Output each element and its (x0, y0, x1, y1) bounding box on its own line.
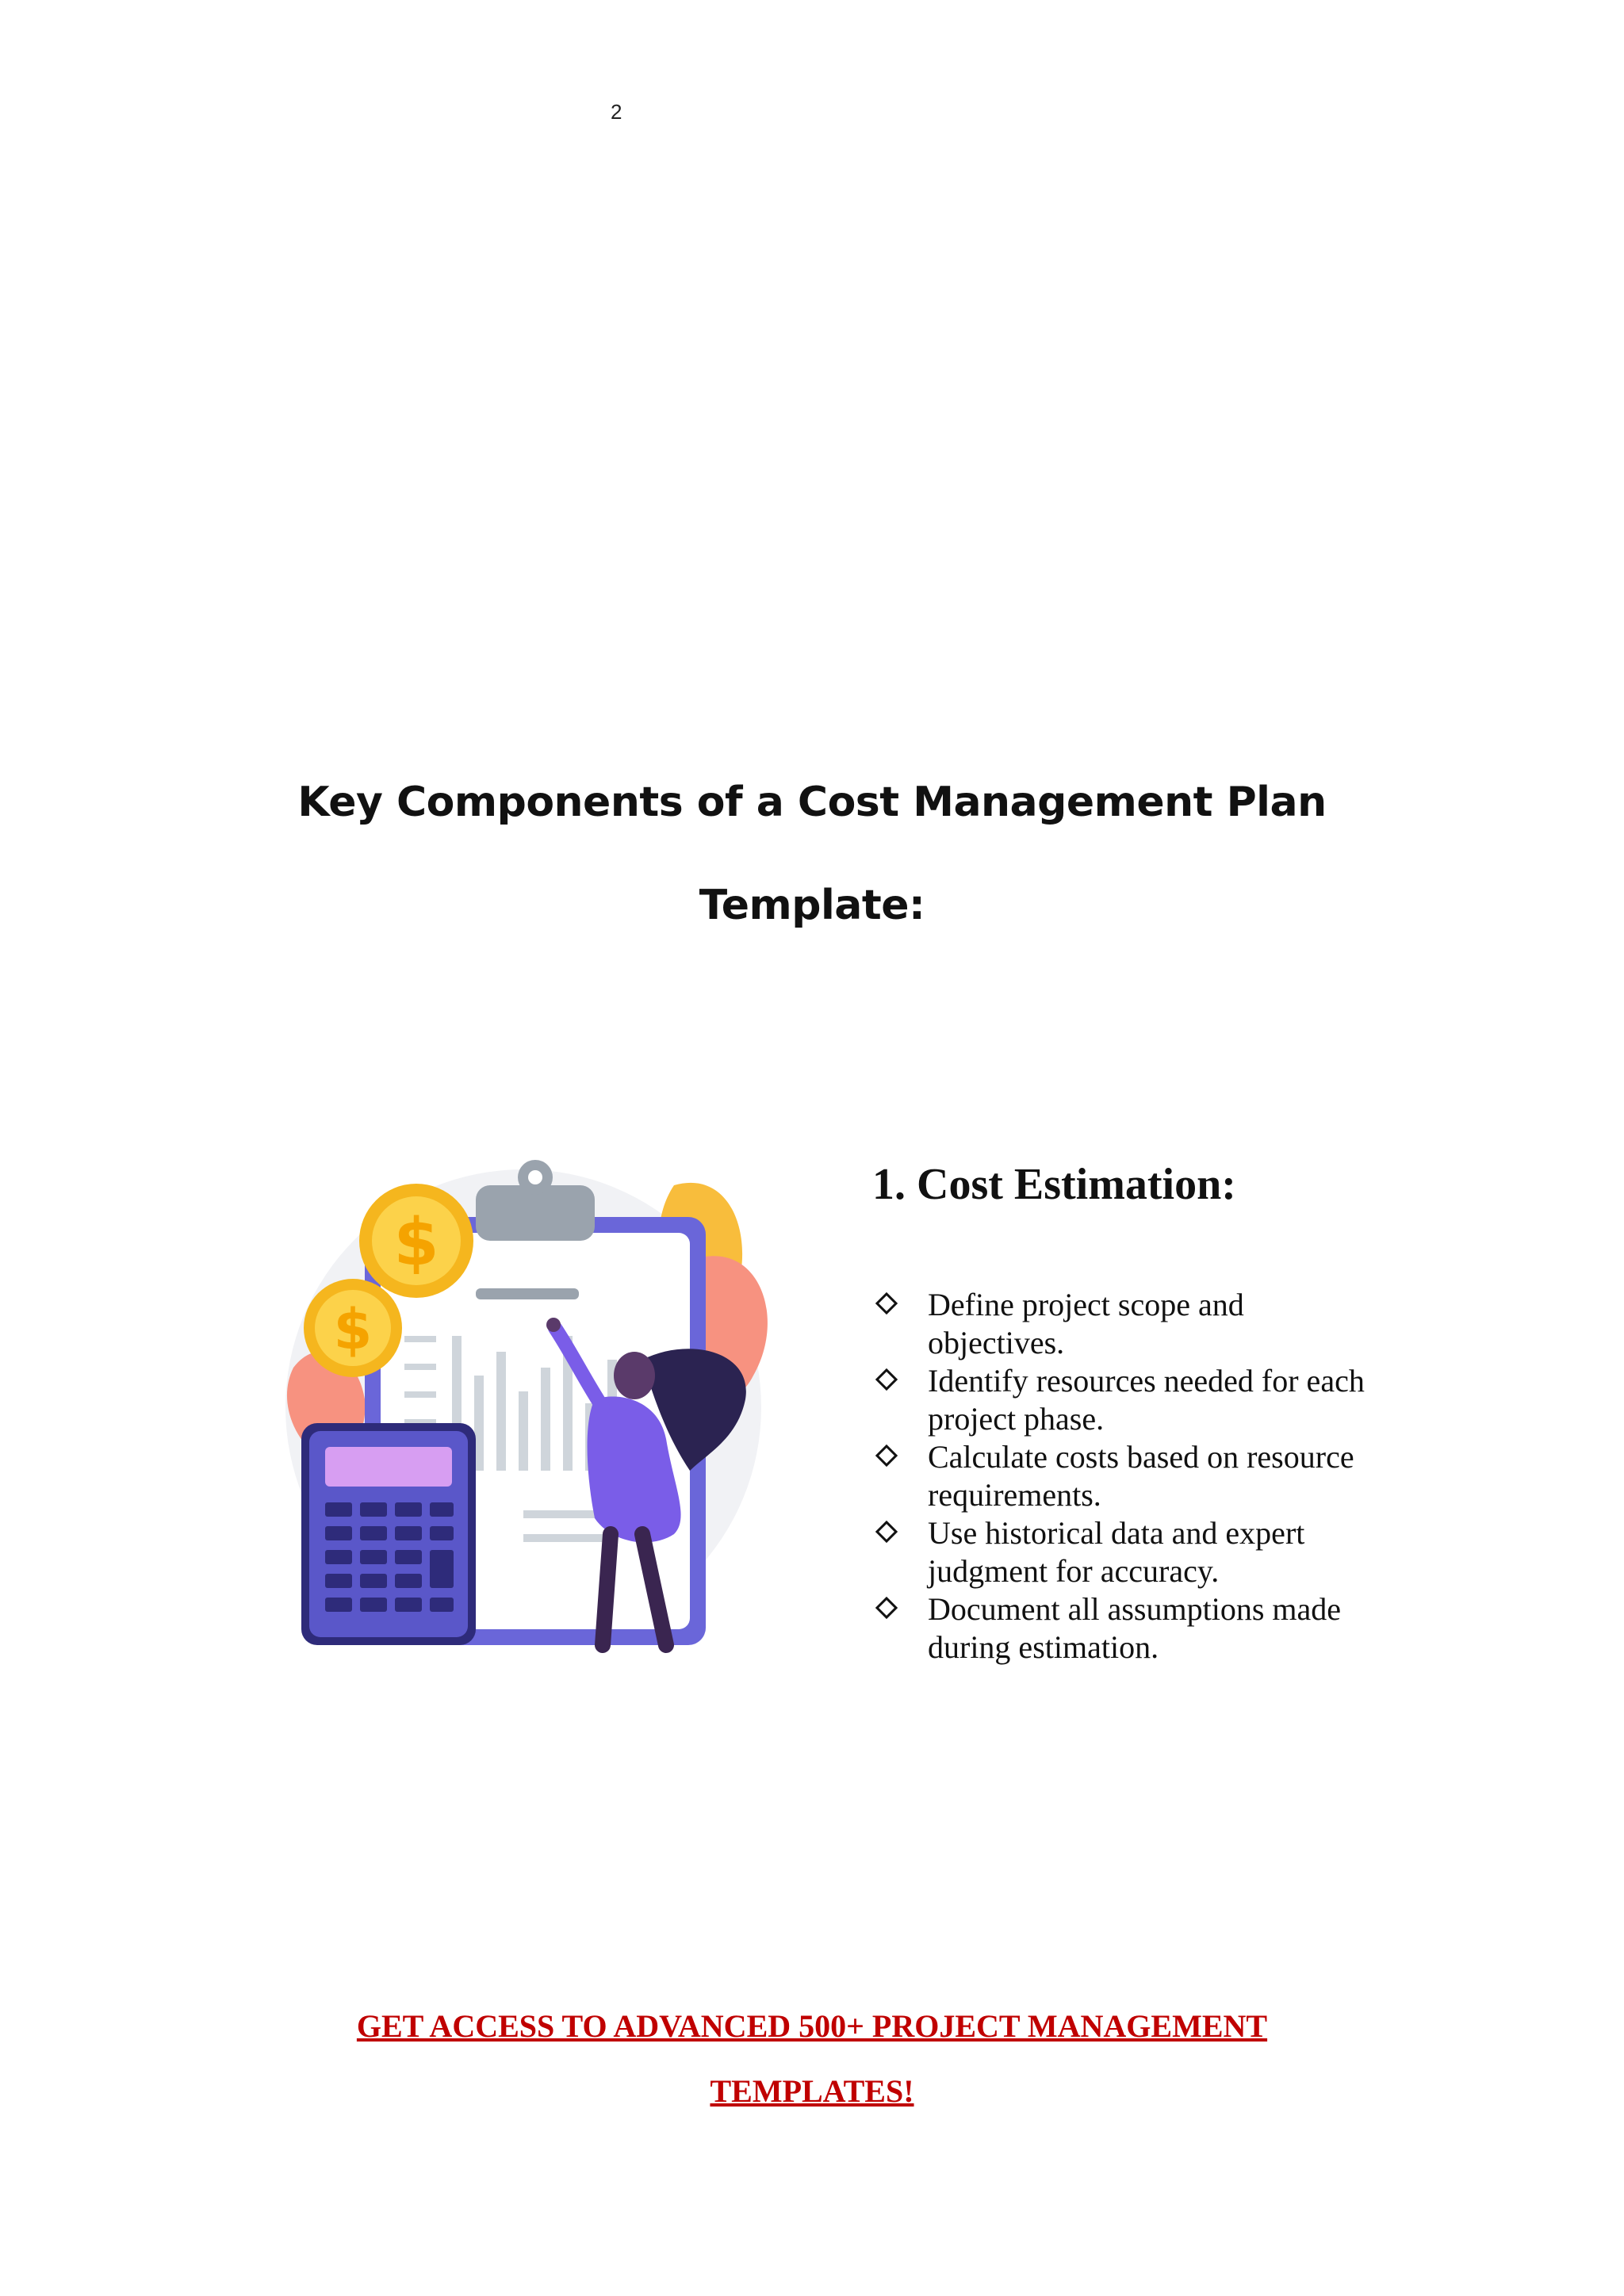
diamond-bullet-icon (875, 1368, 898, 1391)
svg-text:$: $ (333, 1297, 373, 1362)
page-number: 2 (611, 100, 622, 124)
calculator-icon (301, 1423, 476, 1645)
list-item-text-line-2: during estimation. (928, 1629, 1159, 1665)
diamond-bullet-icon (875, 1521, 898, 1543)
diamond-bullet-icon (875, 1597, 898, 1619)
svg-text:$: $ (393, 1205, 439, 1280)
cost-estimation-list (871, 1286, 1426, 1667)
list-item (871, 1590, 1426, 1667)
list-item-text-line-2: judgment for accuracy. (928, 1553, 1220, 1589)
list-item-text-line-1: Use historical data and expert (928, 1515, 1305, 1551)
list-item-text-line-1: Identify resources needed for each (928, 1363, 1365, 1399)
list-item-text-line-1: Document all assumptions made (928, 1591, 1342, 1627)
list-item (871, 1362, 1426, 1438)
cta-link-line-1[interactable]: GET ACCESS TO ADVANCED 500+ PROJECT MANAGEMENT (356, 2008, 1268, 2044)
diamond-bullet-icon (875, 1292, 898, 1314)
list-item (871, 1286, 1426, 1362)
list-item-text-line-1: Calculate costs based on resource (928, 1439, 1354, 1475)
cost-estimation-illustration (262, 1138, 801, 1677)
page-title-line-2: Template: (699, 882, 925, 929)
list-item-text-line-2: project phase. (928, 1401, 1105, 1437)
list-item (871, 1514, 1426, 1590)
list-item-text-line-2: requirements. (928, 1477, 1101, 1513)
section-heading: 1. Cost Estimation: (872, 1160, 1236, 1209)
dollar-coin-icon-small (304, 1279, 402, 1377)
list-item (871, 1438, 1426, 1514)
list-item-text-line-1: Define project scope and (928, 1287, 1244, 1322)
list-item-text-line-2: objectives. (928, 1325, 1065, 1360)
dollar-coin-icon-large (359, 1184, 473, 1298)
diamond-bullet-icon (875, 1445, 898, 1467)
cta-link-line-2[interactable]: TEMPLATES! (710, 2073, 914, 2109)
page-title-line-1: Key Components of a Cost Management Plan (297, 779, 1327, 826)
